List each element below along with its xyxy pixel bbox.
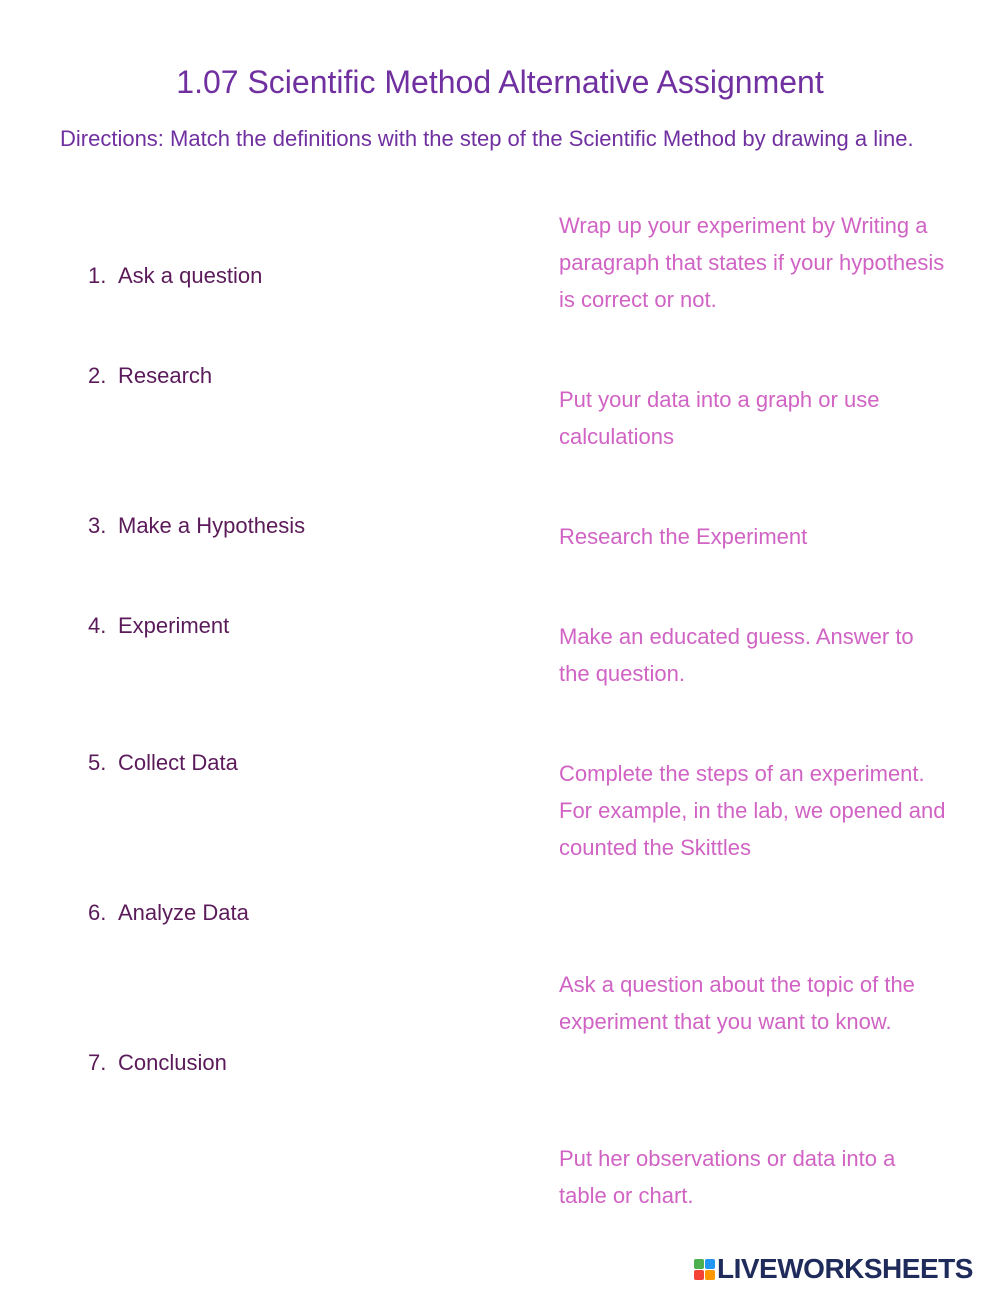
step-label: Ask a question: [118, 263, 263, 288]
step-number: 7.: [88, 1050, 107, 1075]
liveworksheets-logo: [694, 1254, 973, 1284]
step-label: Experiment: [118, 613, 230, 638]
directions-text: Directions: Match the definitions with the step of the Scientific Method by drawing a line.: [60, 126, 914, 151]
logo-squares-icon: [694, 1259, 715, 1280]
step-number: 3.: [88, 513, 107, 538]
step-label: Collect Data: [118, 750, 238, 775]
step-1[interactable]: [88, 261, 262, 291]
step-7[interactable]: [88, 1048, 227, 1078]
step-3[interactable]: [88, 511, 305, 541]
step-6[interactable]: [88, 898, 249, 928]
definition-6[interactable]: Ask a question about the topic of the experiment that you want to know.: [559, 972, 915, 1034]
logo-square-green: [694, 1259, 704, 1269]
definition-7[interactable]: Put her observations or data into a table or chart.: [559, 1146, 896, 1208]
step-number: 6.: [88, 900, 107, 925]
step-5[interactable]: [88, 748, 238, 778]
step-number: 2.: [88, 363, 107, 388]
definition-2[interactable]: Put your data into a graph or use calculations: [559, 387, 880, 449]
step-label: Make a Hypothesis: [118, 513, 306, 538]
page-title: 1.07 Scientific Method Alternative Assignment: [176, 64, 824, 100]
definition-5[interactable]: Complete the steps of an experiment. For example, in the lab, we opened and counted the Skittles: [559, 761, 946, 860]
step-label: Conclusion: [118, 1050, 227, 1075]
logo-square-orange: [705, 1270, 715, 1280]
step-number: 1.: [88, 263, 107, 288]
logo-square-blue: [705, 1259, 715, 1269]
definition-3[interactable]: Research the Experiment: [559, 524, 808, 549]
step-number: 5.: [88, 750, 107, 775]
step-number: 4.: [88, 613, 107, 638]
step-label: Analyze Data: [118, 900, 249, 925]
definition-1[interactable]: Wrap up your experiment by Writing a paragraph that states if your hypothesis is correct or not.: [559, 213, 945, 312]
step-4[interactable]: [88, 611, 229, 641]
logo-square-red: [694, 1270, 704, 1280]
definition-4[interactable]: Make an educated guess. Answer to the question.: [559, 624, 914, 686]
step-2[interactable]: [88, 361, 212, 391]
logo-text: LIVEWORKSHEETS: [717, 1253, 973, 1284]
step-label: Research: [118, 363, 213, 388]
